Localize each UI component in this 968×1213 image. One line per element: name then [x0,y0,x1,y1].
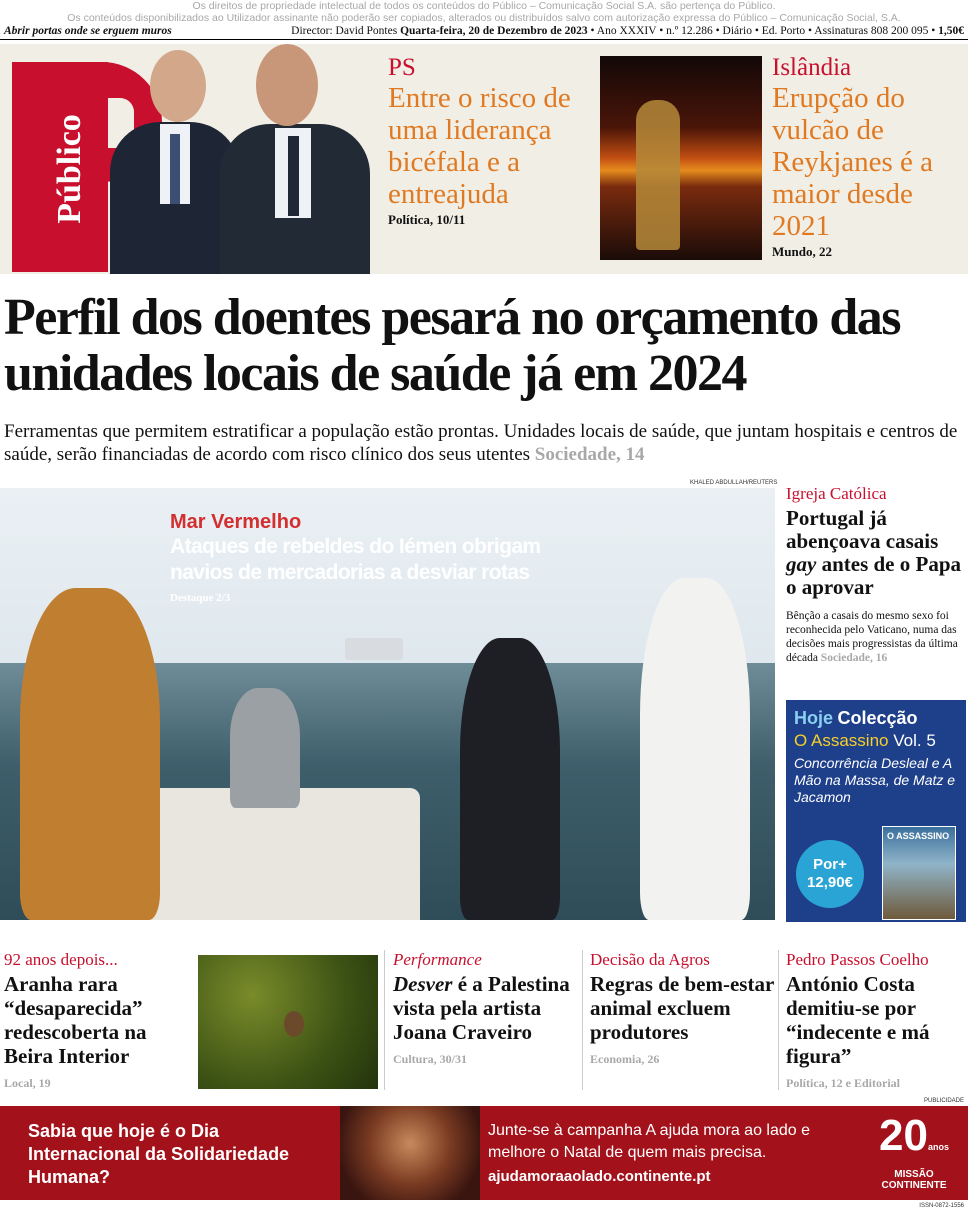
copyright-line-1: Os direitos de propriedade intelectual de todos os conteúdos do Público – Comunicação Social S.A. são pertença do Público. [192,0,776,12]
promo-description: Concorrência Desleal e A Mão na Massa, de Matz e Jacamon [794,755,956,805]
ps-kicker: PS [388,54,416,81]
promo-title: O Assassino [794,731,889,750]
igreja-headline-part2: antes de o Papa o aprovar [786,552,962,599]
masthead-strip [0,24,968,40]
column-divider [384,950,385,1090]
ps-headline: Entre o risco de uma liderança bicéfala e a entreajuda [388,82,571,210]
islandia-headline: Erupção do vulcão de Reykjanes é a maior desde 2021 [772,82,934,242]
performance-teaser[interactable] [393,950,579,1067]
islandia-section-ref: Mundo, 22 [772,244,832,259]
agros-section-ref: Economia, 26 [590,1052,660,1066]
igreja-headline-part1: Portugal já abençoava casais [786,506,939,553]
cover-price: 1,50€ [938,25,964,37]
ad-logo-number: 20 [879,1111,928,1160]
ps-teaser[interactable] [388,54,588,228]
promo-volume: Vol. 5 [893,731,936,750]
agros-headline: Regras de bem-estar animal excluem produtores [590,972,774,1044]
performance-section-ref: Cultura, 30/31 [393,1052,468,1066]
hero-caption [170,510,570,604]
lead-section-ref: Sociedade, 14 [534,444,645,465]
passos-coelho-section-ref: Política, 12 e Editorial [786,1076,900,1090]
ad-url[interactable]: ajudamoraaolado.continente.pt [488,1168,711,1185]
column-divider [778,950,779,1090]
hero-section-ref: Destaque 2/3 [170,592,231,604]
promo-price-label: Por+ [813,856,847,873]
issn-code: ISSN-0872-1556 [919,1203,964,1209]
ad-people-photo [340,1106,480,1200]
spider-photo[interactable] [198,955,378,1089]
igreja-headline-emphasis: gay [786,552,817,576]
ad-label: PUBLICIDADE [923,1098,964,1104]
lead-headline[interactable]: Perfil dos doentes pesará no orçamento das unidades locais de saúde já em 2024 [4,289,901,402]
cargo-ship-shape [345,638,403,660]
book-cover-image [882,826,956,920]
aranha-section-ref: Local, 19 [4,1076,51,1090]
director: Director: David Pontes [291,25,398,37]
promo-price-badge [796,840,864,908]
ad-mid-text: Junte-se à campanha A ajuda mora ao lado e melhore o Natal de quem mais precisa. [488,1122,810,1161]
promo-hoje: Hoje [794,708,834,728]
igreja-teaser[interactable] [786,484,966,665]
igreja-body-text: Bênção a casais do mesmo sexo foi reconhecida pelo Vaticano, numa das decisões mais progressistas da última década [786,610,958,664]
performance-kicker-text: Performance [393,950,482,969]
copyright-notice [0,0,968,24]
performance-kicker [393,950,579,970]
ps-leaders-photo[interactable] [110,44,378,274]
passos-coelho-headline: António Costa demitiu-se por “indecente e má figura” [786,972,930,1068]
performance-headline-text: é a Palestina vista pela artista Joana Craveiro [393,972,570,1044]
ad-logo-anos: anos [927,1142,949,1152]
publico-logo-wordmark: Público [51,114,88,224]
islandia-kicker: Islândia [772,54,852,81]
agros-kicker: Decisão da Agros [590,950,710,969]
book-cover-title: O ASSASSINO [887,831,950,841]
performance-headline [393,972,579,1044]
collection-promo[interactable] [786,700,966,922]
agros-teaser[interactable] [590,950,776,1067]
performance-headline-emphasis: Desver [393,972,453,996]
igreja-kicker: Igreja Católica [786,484,887,503]
hero-kicker: Mar Vermelho [170,511,302,533]
hero-headline: Ataques de rebeldes do Iémen obrigam navios de mercadorias a desviar rotas [170,535,541,584]
lead-deck-text: Ferramentas que permitem estratificar a população estão prontas. Unidades locais de saúde, que juntam hospitais e centros de saúde, serão financiadas de acordo com risco clínico dos seus utentes [4,421,958,465]
column-divider [582,950,583,1090]
issue-details: • Ano XXXIV • n.º 12.286 • Diário • Ed. Porto • Assinaturas 808 200 095 • [590,25,936,37]
promo-price: 12,90€ [807,874,853,891]
islandia-teaser[interactable] [772,54,962,260]
missao-continente-logo [876,1111,952,1191]
aranha-kicker: 92 anos depois... [4,950,118,969]
passos-coelho-kicker: Pedro Passos Coelho [786,950,929,969]
top-teaser-band [0,44,968,274]
edition-info [291,24,964,38]
ad-logo-text: MISSÃO CONTINENTE [881,1169,947,1191]
photo-credit: KHALED ABDULLAH/REUTERS [690,480,778,486]
ad-left-text: Sabia que hoje é o Dia Internacional da Solidariedade Humana? [28,1121,290,1187]
ps-section-ref: Política, 10/11 [388,212,466,227]
igreja-body [786,609,966,665]
promo-colecao: Colecção [837,708,918,728]
lead-deck [4,420,964,466]
igreja-headline [786,507,966,599]
igreja-section-ref: Sociedade, 16 [820,652,888,664]
volcano-photo[interactable] [600,56,762,260]
issue-date: Quarta-feira, 20 de Dezembro de 2023 [400,25,588,37]
aranha-headline: Aranha rara “desaparecida” redescoberta na Beira Interior [4,972,147,1068]
copyright-line-2: Os conteúdos disponibilizados ao Utilizador assinante não poderão ser copiados, alterados ou distribuídos salvo com autorização expressa do Público – Comunicação Social, S.A. [67,12,901,24]
aranha-teaser[interactable] [4,950,190,1091]
ad-mid-block [488,1120,868,1188]
continente-ad[interactable] [0,1106,968,1200]
passos-coelho-teaser[interactable] [786,950,966,1091]
motto: Abrir portas onde se erguem muros [4,25,172,37]
red-sea-photo[interactable] [0,488,775,920]
